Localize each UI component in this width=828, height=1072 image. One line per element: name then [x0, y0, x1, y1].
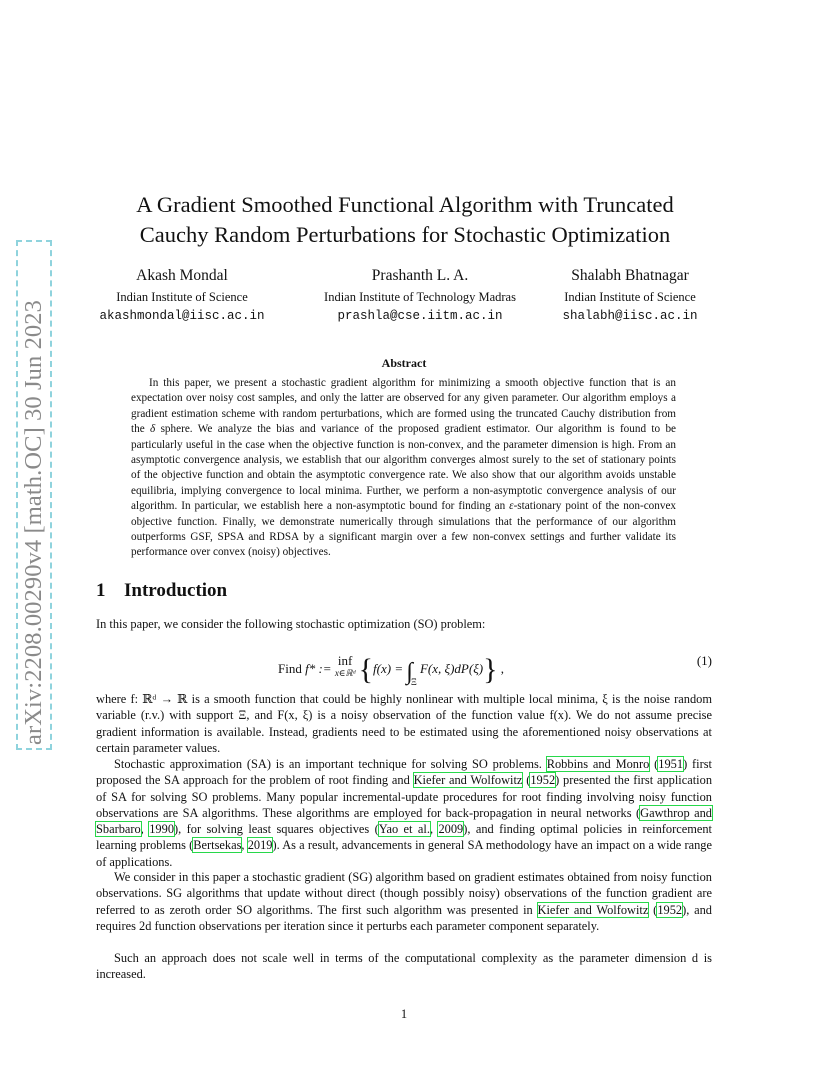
citation-link[interactable]: Kiefer and Wolfowitz — [413, 773, 523, 788]
citation-link[interactable]: 2019 — [247, 838, 273, 853]
paragraph-2: Stochastic approximation (SA) is an important technique for solving SO problems. Robbins and Monro (1951) first proposed the SA approach for the problem of root finding and Kiefer and Wolfowitz (1952) presented the first application of SA for solving SO problems. Many popular incremental-update procedures for root finding involving noisy function observations are SA algorithms. These algorithms are employed for back-propagation in neural networks (Gawthrop and Sbarbaro, 1990), for solving least squares objectives (Yao et al., 2009), and finding optimal policies in reinforcement learning problems (Bertsekas, 2019). As a result, advancements in general SA methodology have an impact on a wide range of applications. — [96, 757, 713, 869]
author-1 — [62, 266, 302, 326]
paragraph-1: where f: ℝᵈ → ℝ is a smooth function that could be highly nonlinear with multiple local minima, ξ is the noise random variable (r.v.) with support Ξ, and F(x, ξ) is a noisy observation of the function value f(x). We do not assume precise gradient information is available. Instead, gradients need to be estimated using the aforementioned noisy observations at certain parameter values. — [96, 692, 712, 755]
title-line-1: A Gradient Smoothed Functional Algorithm with Truncated — [136, 192, 674, 217]
citation-link[interactable]: Robbins and Monro — [546, 757, 650, 771]
equation-body: Find f* := inf x∈ℝᵈ {$f(x) = \int_\Xi$ F(x, ξ)dP(ξ)} , — [278, 653, 504, 687]
paragraph-4: Such an approach does not scale well in terms of the computational complexity as the parameter dimension d is increased. — [96, 951, 712, 982]
author-affiliation: Indian Institute of Technology Madras — [324, 290, 516, 304]
citation-link[interactable]: 1952 — [530, 773, 556, 788]
author-name: Akash Mondal — [136, 267, 228, 284]
equation-1 — [96, 645, 712, 691]
author-2 — [300, 266, 540, 326]
page-number: 1 — [400, 1007, 408, 1021]
author-affiliation: Indian Institute of Science — [116, 290, 248, 304]
intro-sentence: In this paper, we consider the following stochastic optimization (SO) problem: — [96, 617, 486, 631]
citation-link[interactable]: Gawthrop and Sbarbaro — [96, 805, 712, 837]
paragraph-3: We consider in this paper a stochastic gradient (SG) algorithm based on gradient estimates obtained from noisy function observations. SG algorithms that update without direct (though possibly noisy) observations of the function gradient are referred to as zeroth order SO algorithms. The first such algorithm was presented in Kiefer and Wolfowitz (1952), and requires 2d function observations per iteration since it perturbs each parameter component separately. — [96, 870, 712, 933]
author-3 — [510, 266, 750, 326]
citation-link[interactable]: 1990 — [149, 822, 175, 837]
citation-link[interactable]: Kiefer and Wolfowitz — [537, 902, 649, 917]
citation-link[interactable]: Yao et al. — [378, 822, 430, 837]
equation-number: (1) — [696, 653, 712, 668]
paper-title — [95, 190, 715, 250]
author-email[interactable]: prashla@cse.iitm.ac.in — [337, 309, 503, 323]
author-name: Prashanth L. A. — [371, 267, 469, 284]
author-email[interactable]: akashmondal@iisc.ac.in — [99, 309, 265, 323]
citation-link[interactable]: 2009 — [438, 822, 464, 837]
citation-link[interactable]: 1951 — [658, 757, 684, 771]
arxiv-stamp: arXiv:2208.00290v4 [math.OC] 30 Jun 2023 — [20, 300, 47, 745]
abstract-text: In this paper, we present a stochastic gradient algorithm for minimizing a smooth objective function that is an expectation over noisy cost samples, and only the latter are observed for any given parameter. Our algorithm employs a gradient estimation scheme with random perturbations, which are formed using the truncated Cauchy distribution from the δ sphere. We analyze the bias and variance of the proposed gradient estimator. Our algorithm is found to be particularly useful in the case when the objective function is non-convex, and the parameter dimension is high. From an asymptotic convergence analysis, we establish that our algorithm converges almost surely to the set of stationary points of the objective function and obtain the asymptotic convergence rate. We also show that our algorithm avoids unstable equilibria, implying convergence to local minima. Further, we perform a non-asymptotic convergence analysis of our algorithm. In particular, we establish here a non-asymptotic bound for finding an ε-stationary point of the non-convex objective function. Finally, we demonstrate numerically through simulations that the performance of our algorithm outperforms GSF, SPSA and RDSA by a significant margin over a few non-convex settings and further validate its performance over convex (noisy) objectives. — [131, 377, 677, 559]
section-title: Introduction — [124, 580, 228, 601]
citation-link[interactable]: Bertsekas — [193, 838, 242, 853]
abstract-heading: Abstract — [381, 356, 427, 370]
title-line-2: Cauchy Random Perturbations for Stochastic Optimization — [139, 222, 671, 247]
section-number: 1 — [96, 580, 106, 601]
section-heading — [96, 580, 227, 602]
author-email[interactable]: shalabh@iisc.ac.in — [562, 309, 698, 323]
author-name: Shalabh Bhatnagar — [571, 267, 689, 284]
citation-link[interactable]: 1952 — [657, 902, 683, 917]
author-affiliation: Indian Institute of Science — [564, 290, 696, 304]
